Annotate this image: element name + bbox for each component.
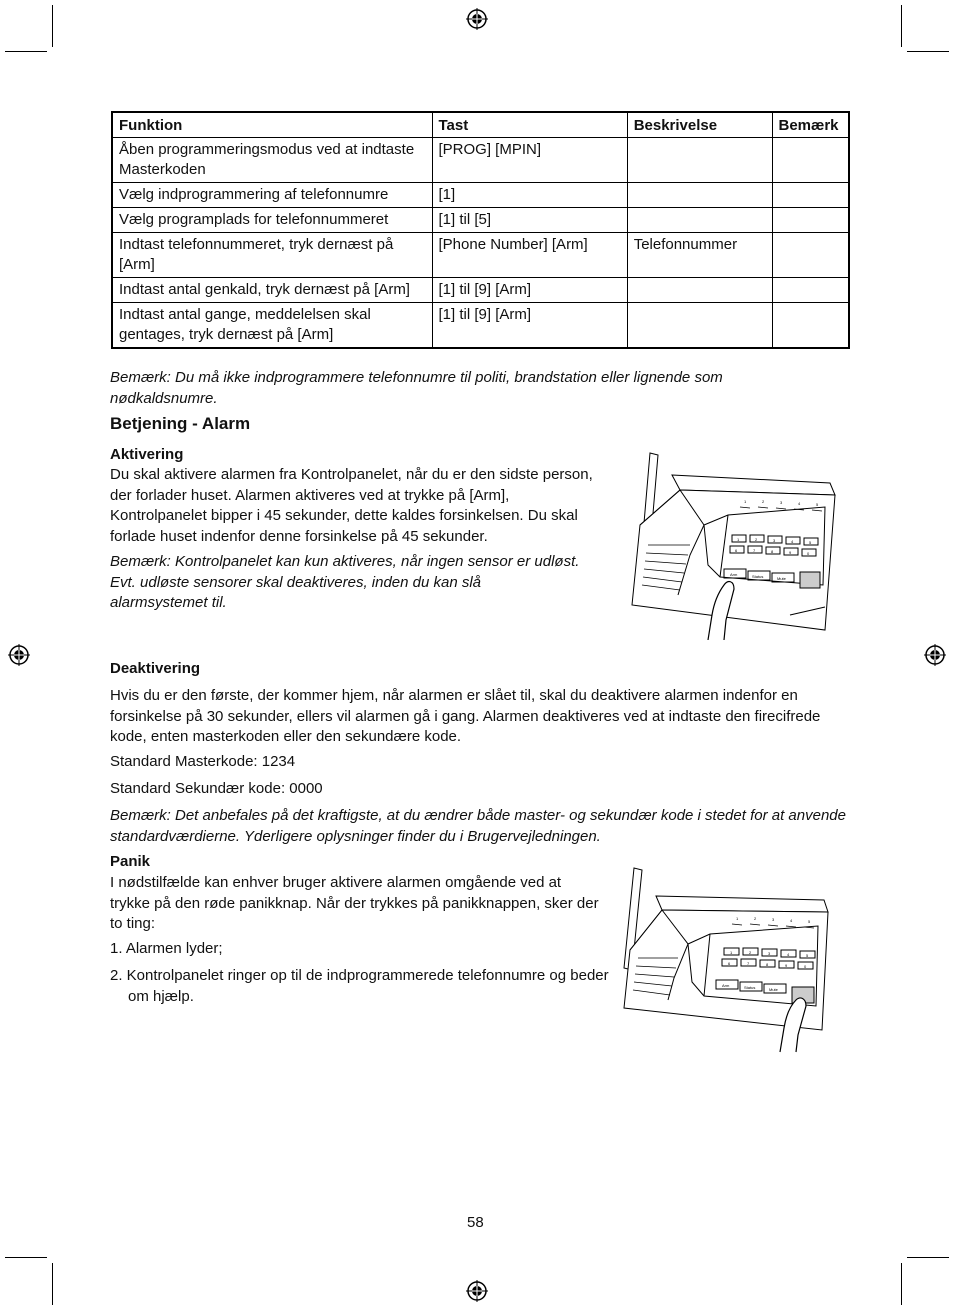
zone-label: 3 bbox=[780, 500, 783, 505]
table-cell bbox=[627, 208, 772, 233]
key-label: 6 bbox=[728, 961, 731, 966]
crop-mark bbox=[907, 51, 949, 52]
table-row bbox=[112, 278, 849, 303]
table-cell bbox=[772, 303, 849, 349]
key-label: 3 bbox=[768, 951, 771, 956]
arm-button-label: Arm bbox=[730, 572, 738, 577]
zone-label: 1 bbox=[736, 916, 739, 921]
table-header-row bbox=[112, 112, 849, 138]
table-cell bbox=[627, 278, 772, 303]
activation-note: Bemærk: Kontrolpanelet kan kun aktiveres, når ingen sensor er udløst. Evt. udløste sensorer skal deaktiveres, inden du kan slå alarmsystemet til. bbox=[110, 553, 580, 611]
table-cell: [PROG] [MPIN] bbox=[432, 138, 627, 183]
table-cell bbox=[772, 183, 849, 208]
table-cell: Indtast antal gange, meddelelsen skal gentages, tryk dernæst på [Arm] bbox=[112, 303, 432, 349]
registration-mark-icon bbox=[8, 644, 30, 666]
activation-heading: Aktivering bbox=[110, 446, 184, 463]
zone-label: 1 bbox=[744, 499, 747, 504]
key-label: 1 bbox=[737, 537, 740, 542]
key-label: 7 bbox=[747, 961, 750, 966]
table-cell: [1] til [9] [Arm] bbox=[432, 278, 627, 303]
panic-item: 1. Alarmen lyder; bbox=[110, 940, 223, 957]
deactivation-note: Bemærk: Det anbefales på det kraftigste, at du ændrer både master- og sekundær kode i stedet for at anvende standardværdierne. Yderligere oplysninger finder du i Brugervejledningen. bbox=[110, 807, 846, 845]
panic-heading: Panik bbox=[110, 853, 151, 870]
table-row bbox=[112, 303, 849, 349]
panic-panel-illustration bbox=[612, 860, 832, 1055]
crop-mark bbox=[52, 1263, 53, 1305]
page-number: 58 bbox=[467, 1214, 484, 1231]
activation-body: Du skal aktivere alarmen fra Kontrolpanelet, når du er den sidste person, der forlader huset. Alarmen aktiveres ved at trykke på [Arm], Kontrolpanelet bipper i 45 sekunder, dette kaldes forsinkelsen. Du skal forlade huset indenfor denne forsinkelse på 45 sekunder. bbox=[110, 466, 593, 545]
key-label: 6 bbox=[735, 548, 738, 553]
registration-mark-icon bbox=[924, 644, 946, 666]
table-cell bbox=[772, 233, 849, 278]
crop-mark bbox=[907, 1257, 949, 1258]
table-cell: Indtast telefonnummeret, tryk dernæst på [Arm] bbox=[112, 233, 432, 278]
zone-label: 5 bbox=[808, 919, 811, 924]
table-cell: Vælg programplads for telefonnummeret bbox=[112, 208, 432, 233]
table-cell bbox=[772, 278, 849, 303]
table-cell: Telefonnummer bbox=[627, 233, 772, 278]
crop-mark bbox=[5, 51, 47, 52]
status-button-label: Status bbox=[752, 574, 764, 579]
secondary-code-text: Standard Sekundær kode: 0000 bbox=[110, 780, 323, 797]
table-cell: [Phone Number] [Arm] bbox=[432, 233, 627, 278]
section-title: Betjening - Alarm bbox=[110, 414, 251, 433]
table-cell bbox=[627, 183, 772, 208]
mute-button-label: Mute bbox=[769, 987, 778, 992]
table-cell bbox=[772, 138, 849, 183]
zone-label: 5 bbox=[816, 502, 819, 507]
zone-label: 2 bbox=[754, 916, 757, 921]
zone-label: 3 bbox=[772, 917, 775, 922]
panic-item: 2. Kontrolpanelet ringer op til de indprogrammerede telefonnumre og beder om hjælp. bbox=[110, 967, 609, 1005]
crop-mark bbox=[5, 1257, 47, 1258]
column-header: Bemærk bbox=[772, 112, 849, 138]
panic-body: I nødstilfælde kan enhver bruger aktivere alarmen omgående ved at trykke på den røde panikknap. Når der trykkes på panikknappen, sker der to ting: bbox=[110, 874, 599, 932]
key-label: 3 bbox=[773, 538, 776, 543]
table-cell bbox=[772, 208, 849, 233]
key-label: 5 bbox=[806, 953, 809, 958]
table-cell: [1] til [9] [Arm] bbox=[432, 303, 627, 349]
key-label: 1 bbox=[730, 950, 733, 955]
key-label: 0 bbox=[807, 551, 810, 556]
key-label: 4 bbox=[787, 952, 790, 957]
key-label: 0 bbox=[804, 964, 807, 969]
mute-button-label: Mute bbox=[777, 576, 786, 581]
table-cell: Åben programmeringsmodus ved at indtaste Masterkoden bbox=[112, 138, 432, 183]
deactivation-heading: Deaktivering bbox=[110, 660, 201, 677]
key-label: 5 bbox=[809, 540, 812, 545]
key-label: 8 bbox=[771, 549, 774, 554]
key-label: 2 bbox=[755, 537, 758, 542]
key-label: 8 bbox=[766, 962, 769, 967]
key-label: 9 bbox=[785, 963, 788, 968]
crop-mark bbox=[901, 1263, 902, 1305]
zone-label: 4 bbox=[798, 501, 801, 506]
deactivation-body: Hvis du er den første, der kommer hjem, når alarmen er slået til, skal du deaktivere alarmen indenfor en forsinkelse på 30 sekunder, ellers vil alarmen gå i gang. Alarmen deaktiveres ved at indtaste den firecifrede kode, enten masterkoden eller den sekundære kode. bbox=[110, 687, 821, 745]
column-header: Tast bbox=[432, 112, 627, 138]
table-cell bbox=[627, 138, 772, 183]
table-row bbox=[112, 233, 849, 278]
status-button-label: Status bbox=[744, 985, 756, 990]
registration-mark-icon bbox=[466, 8, 488, 30]
column-header: Beskrivelse bbox=[627, 112, 772, 138]
table-note: Bemærk: Du må ikke indprogrammere telefonnumre til politi, brandstation eller lignende som nødkaldsnumre. bbox=[110, 369, 723, 407]
table-cell bbox=[627, 303, 772, 349]
key-label: 2 bbox=[749, 950, 752, 955]
table-cell: [1] til [5] bbox=[432, 208, 627, 233]
zone-label: 4 bbox=[790, 918, 793, 923]
key-label: 4 bbox=[791, 539, 794, 544]
table-cell: Indtast antal genkald, tryk dernæst på [Arm] bbox=[112, 278, 432, 303]
zone-label: 2 bbox=[762, 499, 765, 504]
crop-mark bbox=[52, 5, 53, 47]
crop-mark bbox=[901, 5, 902, 47]
table-row bbox=[112, 208, 849, 233]
key-label: 9 bbox=[789, 550, 792, 555]
control-panel-illustration bbox=[620, 445, 845, 640]
table-row bbox=[112, 138, 849, 183]
key-label: 7 bbox=[753, 548, 756, 553]
programming-table bbox=[111, 111, 850, 349]
table-cell: [1] bbox=[432, 183, 627, 208]
master-code-text: Standard Masterkode: 1234 bbox=[110, 753, 296, 770]
arm-button-label: Arm bbox=[722, 983, 730, 988]
table-cell: Vælg indprogrammering af telefonnumre bbox=[112, 183, 432, 208]
registration-mark-icon bbox=[466, 1280, 488, 1302]
table-row bbox=[112, 183, 849, 208]
column-header: Funktion bbox=[112, 112, 432, 138]
